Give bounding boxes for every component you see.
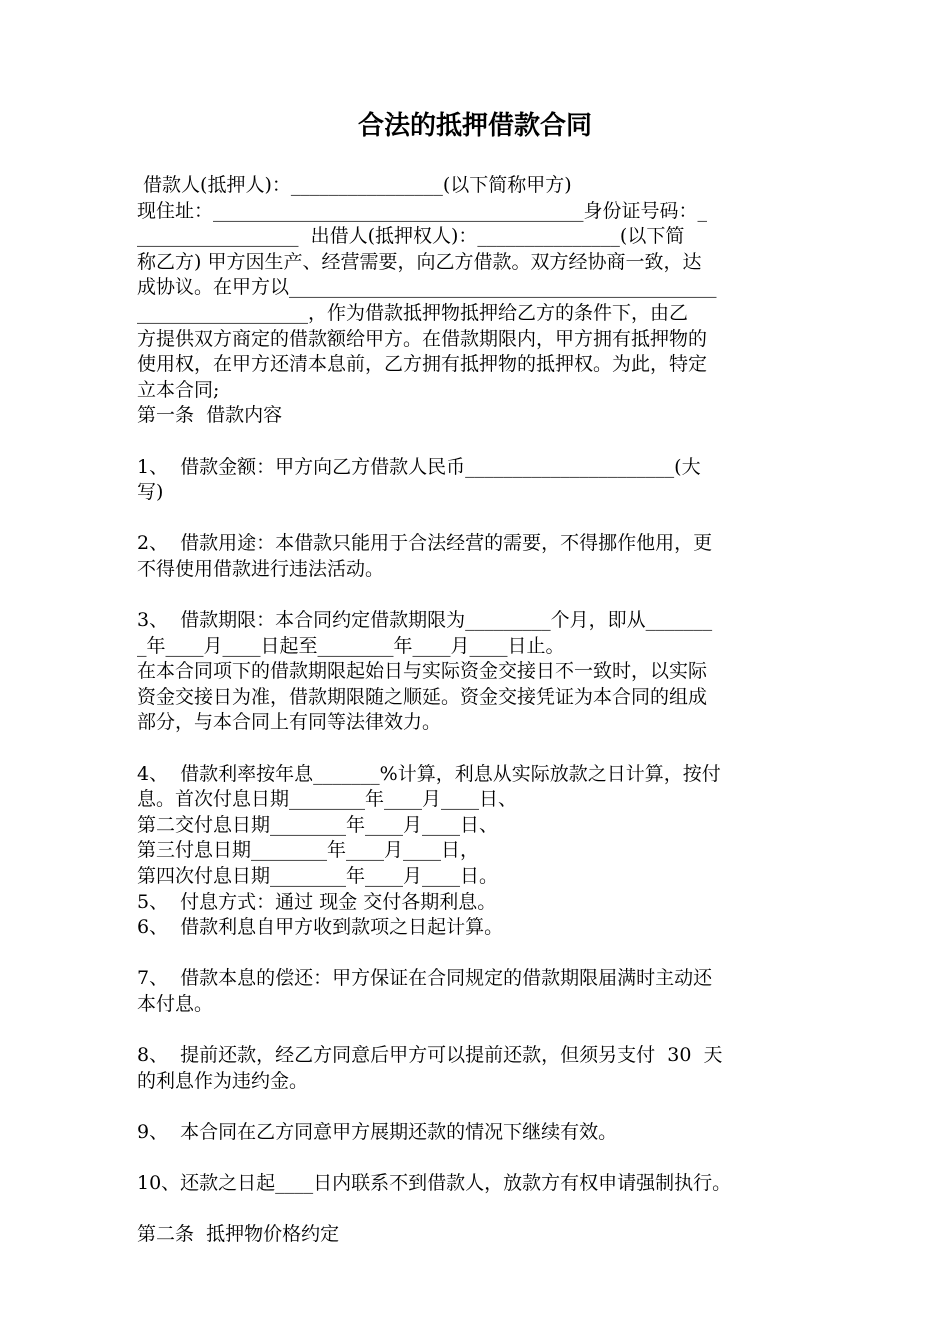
- text-line: 的利息作为违约金。: [137, 1069, 309, 1092]
- text-line: 不得使用借款进行违法活动。: [137, 557, 385, 580]
- text-line: 第三付息日期________年____月____日，: [137, 839, 480, 862]
- text-line: 第一条 借款内容: [137, 404, 283, 427]
- document-body: [137, 173, 817, 1248]
- blank-line: [137, 583, 817, 609]
- text-line: 借款人(抵押人)：________________(以下简称甲方): [137, 174, 572, 196]
- text-line: 息。首次付息日期________年____月____日、: [137, 788, 518, 811]
- text-line: 第四次付息日期________年____月____日。: [137, 865, 499, 888]
- document-title: 合法的抵押借款合同: [357, 111, 592, 141]
- text-line: 部分，与本合同上有同等法律效力。: [137, 711, 442, 734]
- blank-line: [137, 1018, 817, 1044]
- text-line: 7、 借款本息的偿还：甲方保证在合同规定的借款期限届满时主动还: [137, 967, 713, 990]
- text-line: 在本合同项下的借款期限起始日与实际资金交接日不一致时，以实际: [137, 660, 708, 683]
- text-line: 第二交付息日期________年____月____日、: [137, 813, 499, 836]
- text-line: 方提供双方商定的借款额给甲方。在借款期限内，甲方拥有抵押物的: [137, 327, 708, 350]
- text-line: 6、 借款利息自甲方收到款项之日起计算。: [137, 916, 504, 939]
- text-line: 第二条 抵押物价格约定: [137, 1223, 340, 1246]
- text-line: _________________ 出借人(抵押权人)：_______________(以下简: [137, 225, 685, 248]
- text-line: 本付息。: [137, 993, 214, 1015]
- text-line: 称乙方) 甲方因生产、经营需要，向乙方借款。双方经协商一致，达: [137, 250, 702, 273]
- blank-line: [137, 1197, 817, 1223]
- text-line: 使用权，在甲方还清本息前，乙方拥有抵押物的抵押权。为此，特定: [137, 353, 708, 376]
- text-line: 2、 借款用途：本借款只能用于合法经营的需要，不得挪作他用，更: [137, 532, 713, 555]
- text-line: _年____月____日起至________年____月____日止。: [137, 634, 565, 657]
- text-line: 8、 提前还款，经乙方同意后甲方可以提前还款，但须另支付 30 天: [137, 1044, 723, 1067]
- text-line: 成协议。在甲方以_____________________________________________: [137, 276, 717, 299]
- blank-line: [137, 736, 817, 762]
- text-line: 立本合同;: [137, 378, 220, 401]
- text-line: 1、 借款金额：甲方向乙方借款人民币______________________(大: [137, 455, 701, 478]
- text-line: 3、 借款期限：本合同约定借款期限为_________个月，即从_______: [137, 609, 713, 632]
- blank-line: [137, 429, 817, 455]
- blank-line: [137, 1146, 817, 1172]
- text-line: __________________，作为借款抵押物抵押给乙方的条件下，由乙: [137, 301, 689, 324]
- text-line: 资金交接日为准，借款期限随之顺延。资金交接凭证为本合同的组成: [137, 685, 708, 708]
- text-line: 9、 本合同在乙方同意甲方展期还款的情况下继续有效。: [137, 1120, 618, 1143]
- blank-line: [137, 941, 817, 967]
- blank-line: [137, 506, 817, 532]
- text-line: 10、还款之日起____日内联系不到借款人，放款方有权申请强制执行。: [137, 1172, 732, 1195]
- text-line: 现住址：_______________________________________身份证号码：_: [137, 199, 708, 222]
- blank-line: [137, 1094, 817, 1120]
- text-line: 5、 付息方式：通过 现金 交付各期利息。: [137, 890, 497, 913]
- text-line: 写): [137, 481, 164, 504]
- text-line: 4、 借款利率按年息_______%计算，利息从实际放款之日计算，按付: [137, 762, 721, 785]
